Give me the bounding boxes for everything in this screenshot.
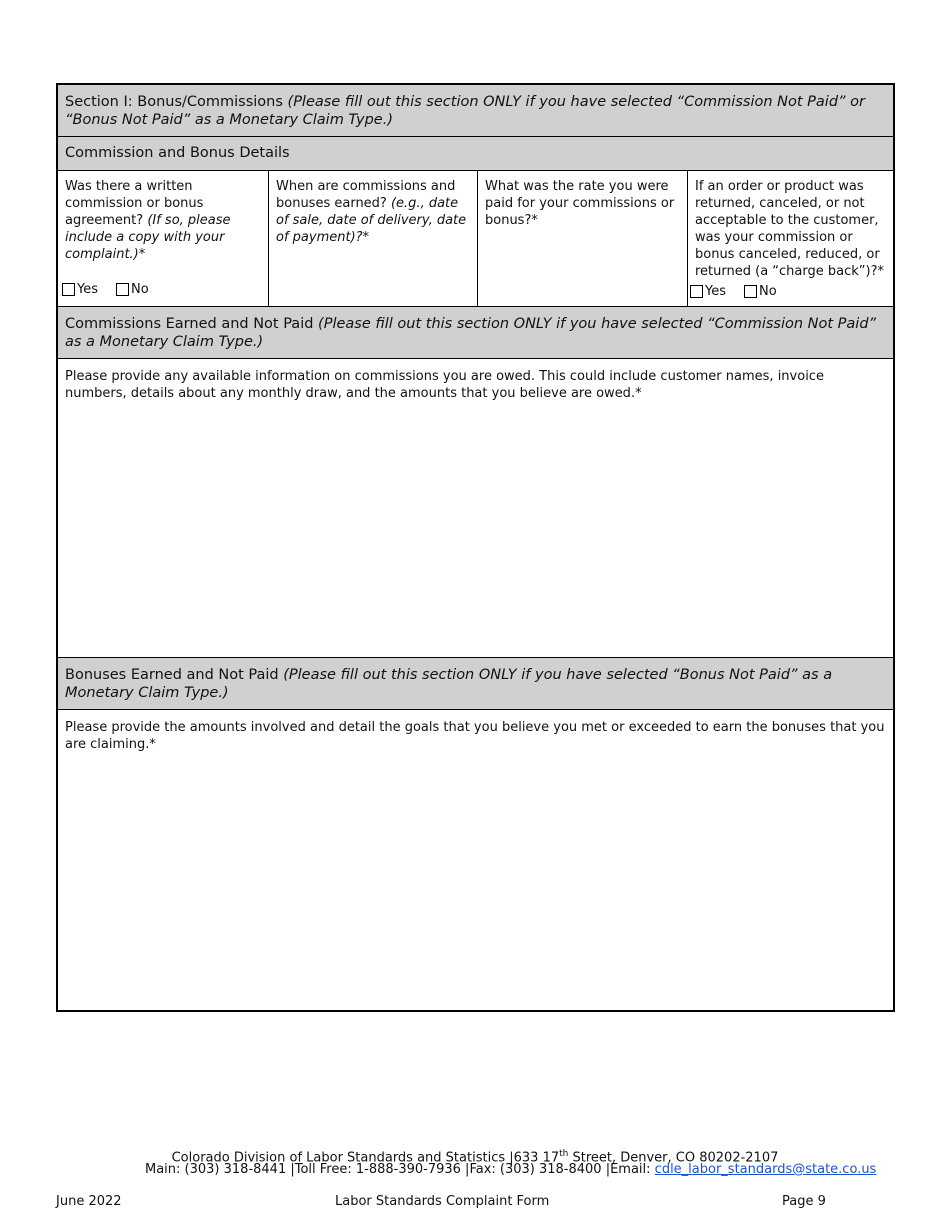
q1-checkboxes <box>62 281 167 298</box>
q4-no-label: No <box>759 284 777 299</box>
q1-no-checkbox[interactable] <box>116 283 129 296</box>
details-header <box>58 137 893 171</box>
bonuses-title: Bonuses Earned and Not Paid <box>65 667 279 683</box>
footer-form-name: Labor Standards Complaint Form <box>335 1194 550 1209</box>
commissions-header <box>58 307 893 359</box>
q1-text: Was there a written commission or bonus agreement? <box>65 179 204 228</box>
q1-yes-label: Yes <box>77 282 98 297</box>
footer-org-sup: th <box>559 1149 569 1159</box>
q4-yes-label: Yes <box>705 284 726 299</box>
q4-text: If an order or product was returned, canceled, or not acceptable to the customer, was your commission or bonus canceled, reduced, or returned (a “charge back”)?* <box>695 179 884 279</box>
footer-org-tail: Street, Denver, CO 80202-2107 <box>568 1150 779 1166</box>
bonuses-text-area[interactable] <box>58 710 893 1010</box>
q4-no-checkbox[interactable] <box>744 285 757 298</box>
commissions-note: (Please fill out this section ONLY if you have selected “Commission Not Paid” as a Monetary Claim Type.) <box>65 316 877 350</box>
commissions-prompt: Please provide any available information on commissions you are owed. This could include customer names, invoice numbers, details about any monthly draw, and the amounts that you believe are owed.* <box>65 369 824 401</box>
footer-contact-text: Main: (303) 318-8441 |Toll Free: 1-888-390-7936 |Fax: (303) 318-8400 |Email: <box>145 1162 655 1177</box>
q2-required: * <box>362 230 370 245</box>
q2-text: When are commissions and bonuses earned? <box>276 179 456 211</box>
bonuses-note: (Please fill out this section ONLY if you have selected “Bonus Not Paid” as a Monetary Claim Type.) <box>65 667 833 701</box>
q1-required: * <box>138 247 146 262</box>
details-row <box>58 171 893 307</box>
footer-contact <box>145 1162 876 1178</box>
q2-note: (e.g., date of sale, date of delivery, date of payment)? <box>276 196 467 245</box>
commissions-text-area[interactable] <box>58 359 893 658</box>
q1-no-label: No <box>131 282 149 297</box>
q1-yes-checkbox[interactable] <box>62 283 75 296</box>
bonuses-header <box>58 658 893 710</box>
details-title: Commission and Bonus Details <box>65 145 290 161</box>
question-when-earned[interactable] <box>268 171 477 306</box>
q4-yes-checkbox[interactable] <box>690 285 703 298</box>
q3-text: What was the rate you were paid for your commissions or bonus?* <box>485 179 675 228</box>
q4-yes-option[interactable] <box>690 283 726 300</box>
section-title: Section I: Bonus/Commissions <box>65 94 283 110</box>
section-header <box>58 85 893 137</box>
q1-no-option[interactable] <box>116 281 149 298</box>
bonus-commission-form <box>56 83 895 1012</box>
footer-date: June 2022 <box>56 1194 122 1209</box>
footer-email-link[interactable]: cdle_labor_standards@state.co.us <box>654 1162 877 1177</box>
q4-checkboxes <box>690 283 795 300</box>
q1-yes-option[interactable] <box>62 281 98 298</box>
footer-org: Colorado Division of Labor Standards and Statistics |633 17 <box>171 1150 560 1166</box>
q1-note: (If so, please include a copy with your complaint.) <box>65 213 231 262</box>
commissions-title: Commissions Earned and Not Paid <box>65 316 314 332</box>
bonuses-prompt: Please provide the amounts involved and detail the goals that you believe you met or exceeded to earn the bonuses that you are claiming.* <box>65 720 885 752</box>
question-rate[interactable] <box>477 171 687 306</box>
footer-page-number: Page 9 <box>782 1194 826 1209</box>
question-written-agreement <box>58 171 268 306</box>
q4-no-option[interactable] <box>744 283 777 300</box>
section-note: (Please fill out this section ONLY if you have selected “Commission Not Paid” or “Bonus Not Paid” as a Monetary Claim Type.) <box>65 94 865 128</box>
question-charge-back <box>687 171 893 306</box>
